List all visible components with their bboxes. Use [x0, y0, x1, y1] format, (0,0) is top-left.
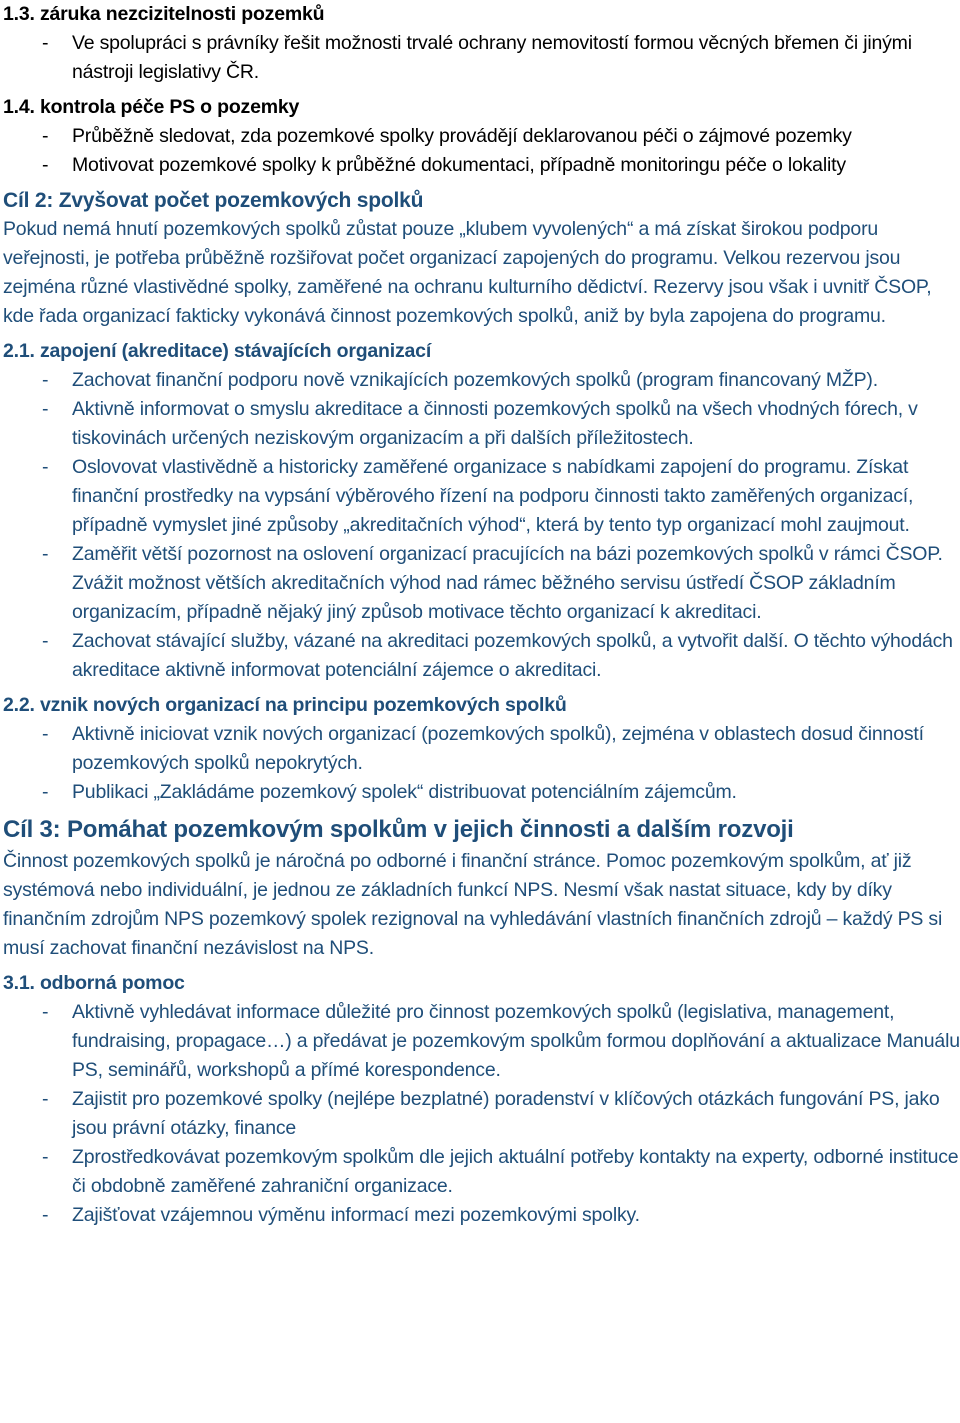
list-item: - Zachovat finanční podporu nově vznikajících pozemkových spolků (program financovaný MŽP).	[3, 366, 960, 395]
goal-intro: Činnost pozemkových spolků je náročná po odborné i finanční stránce. Pomoc pozemkovým spolkům, ať již systémová nebo individuální, je jednou ze základních funkcí NPS. Nesmí však nastat situace, kdy by díky finančním zdrojům NPS pozemkový spolek rezignoval na vyhledávání vlastních finančních zdrojů – každý PS si musí zachovat finanční nezávislost na NPS.	[3, 850, 943, 959]
section-title: 1.3. záruka nezcizitelnosti pozemků	[3, 3, 325, 25]
list-item: - Publikaci „Zakládáme pozemkový spolek“ distribuovat potenciálním zájemcům.	[3, 778, 960, 807]
list-item: - Ve spolupráci s právníky řešit možnosti trvalé ochrany nemovitostí formou věcných břemen či jinými nástroji legislativy ČR.	[3, 29, 960, 87]
section-title: 2.1. zapojení (akreditace) stávajících organizací	[3, 340, 432, 362]
list-item: - Motivovat pozemkové spolky k průběžné dokumentaci, případně monitoringu péče o lokality	[3, 151, 960, 180]
section-title: 2.2. vznik nových organizací na principu pozemkových spolků	[3, 694, 567, 716]
bullet-list	[3, 366, 960, 685]
list-item: - Aktivně informovat o smyslu akreditace a činnosti pozemkových spolků na všech vhodných fórech, v tiskovinách určených neziskovým organizacím a při dalších příležitostech.	[3, 395, 960, 453]
list-item: - Zaměřit větší pozornost na oslovení organizací pracujících na bázi pozemkových spolků v rámci ČSOP. Zvážit možnost větších akreditačních výhod nad rámec běžného servisu ústředí ČSOP základním organizacím, případně nějaký jiný způsob motivace těchto organizací k akreditaci.	[3, 540, 960, 627]
list-item: - Zachovat stávající služby, vázané na akreditaci pozemkových spolků, a vytvořit další. O těchto výhodách akreditace aktivně informovat potenciální zájemce o akreditaci.	[3, 627, 960, 685]
list-item: - Aktivně iniciovat vznik nových organizací (pozemkových spolků), zejména v oblastech dosud činností pozemkových spolků nepokrytých.	[3, 720, 960, 778]
goal-intro: Pokud nemá hnutí pozemkových spolků zůstat pouze „klubem vyvolených“ a má získat širokou podporu veřejnosti, je potřeba průběžně rozšiřovat počet organizací zapojených do programu. Velkou rezervou jsou zejména různé vlastivědné spolky, zaměřené na ochranu kulturního dědictví. Rezervy jsou však i uvnitř ČSOP, kde řada organizací fakticky vykonává činnost pozemkových spolků, aniž by byla zapojena do programu.	[3, 218, 932, 327]
list-item: - Zajišťovat vzájemnou výměnu informací mezi pozemkovými spolky.	[3, 1201, 960, 1230]
list-item: - Zajistit pro pozemkové spolky (nejlépe bezplatné) poradenství v klíčových otázkách fungování PS, jako jsou právní otázky, finance	[3, 1085, 960, 1143]
goal-2	[3, 186, 960, 331]
section-title: 3.1. odborná pomoc	[3, 972, 185, 994]
section-3-1	[3, 969, 960, 1230]
section-2-2	[3, 691, 960, 807]
section-1-4	[3, 93, 960, 180]
bullet-list	[3, 29, 960, 87]
goal-title: Cíl 3: Pomáhat pozemkovým spolkům v jejich činnosti a dalším rozvoji	[3, 816, 794, 843]
bullet-list	[3, 122, 960, 180]
goal-3	[3, 813, 960, 963]
list-item: - Průběžně sledovat, zda pozemkové spolky provádějí deklarovanou péči o zájmové pozemky	[3, 122, 960, 151]
goal-title: Cíl 2: Zvyšovat počet pozemkových spolků	[3, 189, 424, 212]
section-2-1	[3, 337, 960, 685]
bullet-list	[3, 720, 960, 807]
section-1-3	[3, 0, 960, 87]
section-title: 1.4. kontrola péče PS o pozemky	[3, 96, 300, 118]
bullet-list	[3, 998, 960, 1230]
list-item: - Aktivně vyhledávat informace důležité pro činnost pozemkových spolků (legislativa, management, fundraising, propagace…) a předávat je pozemkovým spolkům formou doplňování a aktualizace Manuálu PS, seminářů, workshopů a přímé korespondence.	[3, 998, 960, 1085]
list-item: - Oslovovat vlastivědně a historicky zaměřené organizace s nabídkami zapojení do programu. Získat finanční prostředky na vypsání výběrového řízení na podporu činnosti takto zaměřených organizací, případně vymyslet jiné způsoby „akreditačních výhod“, která by tento typ organizací mohl zaujmout.	[3, 453, 960, 540]
list-item: - Zprostředkovávat pozemkovým spolkům dle jejich aktuální potřeby kontakty na experty, odborné instituce či obdobně zaměřené zahraniční organizace.	[3, 1143, 960, 1201]
